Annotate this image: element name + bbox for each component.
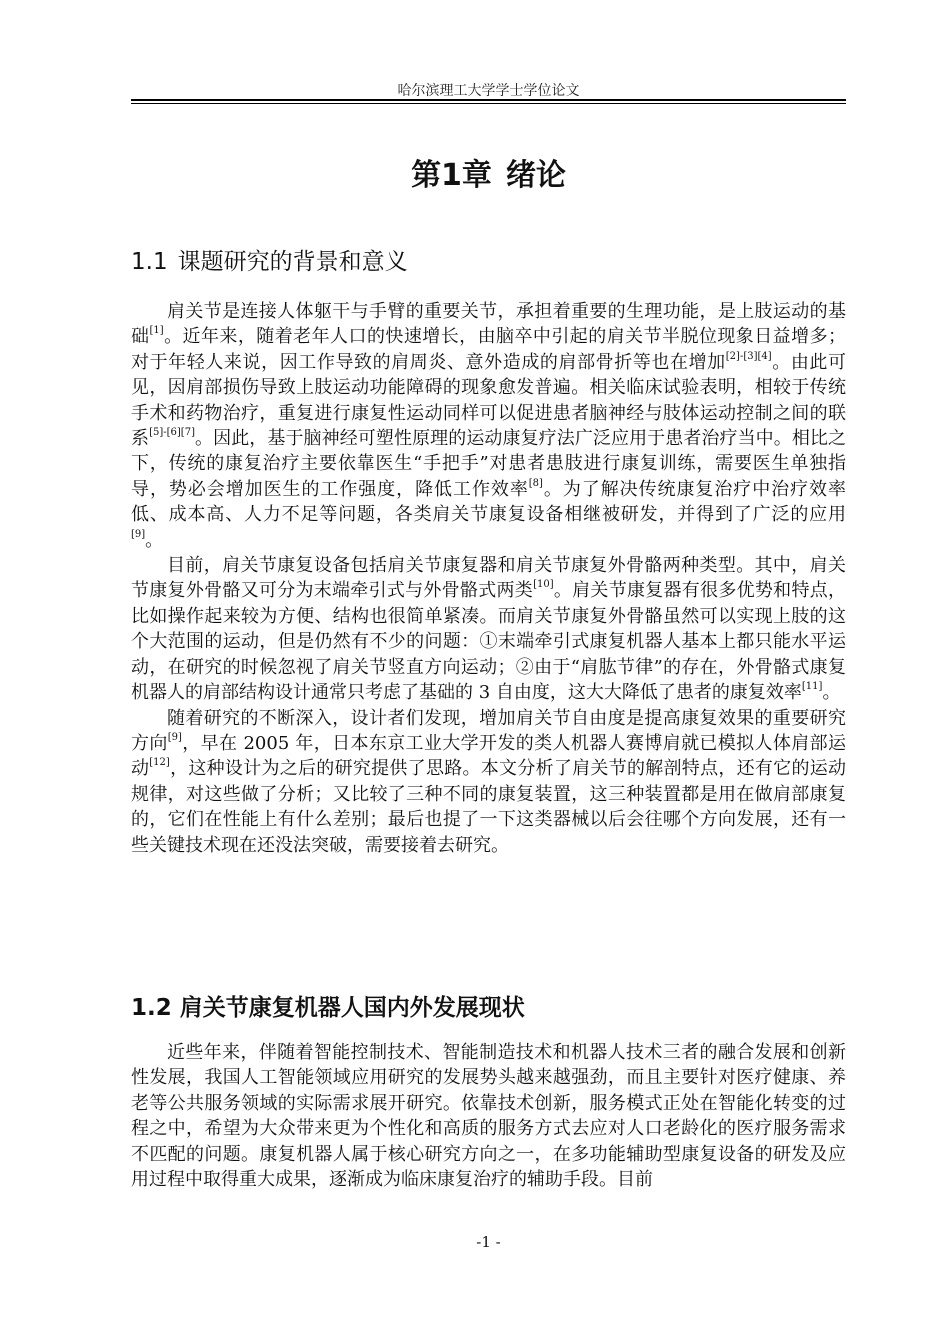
paragraph-text: 。由此可见，因肩部损伤导致上肢运动功能障碍的现象愈发普遍。相关临床试验表明，相较于传统手术和药物治疗，重复进行康复性运动同样可以促进患者脑神经与肢体运动控制之间的联系 (131, 351, 847, 450)
citation-ref: [12] (149, 757, 170, 769)
citation-ref: [1] (149, 325, 164, 337)
section-title: 课题研究的背景和意义 (177, 249, 408, 275)
section-1-2-body (131, 1040, 846, 1192)
page-number: -1 - (476, 1233, 501, 1251)
paragraph-text: 目前，肩关节康复设备包括肩关节康复器和肩关节康复外骨骼两种类型。其中，肩关节康复外骨骼又可分为末端牵引式与外骨骼式两类 (131, 555, 846, 602)
paragraph-text: 近些年来，伴随着智能控制技术、智能制造技术和机器人技术三者的融合发展和创新性发展，我国人工智能领域应用研究的发展势头越来越强劲，而且主要针对医疗健康、养老等公共服务领域的实际需求展开研究。依靠技术创新，服务模式正处在智能化转变的过程之中，希望为大众带来更为个性化和高质的服务方式去应对人口老龄化的医疗服务需求不匹配的问题。康复机器人属于核心研究方向之一，在多功能辅助型康复设备的研发及应用过程中取得重大成果，逐渐成为临床康复治疗的辅助手段。目前 (131, 1042, 846, 1191)
paragraph-text: 。肩关节康复器有很多优势和特点，比如操作起来较为方便、结构也很简单紧凑。而肩关节康复外骨骼虽然可以实现上肢的这个大范围的运动，但是仍然有不少的问题：①末端牵引式康复机器人基本上都只能水平运动，在研究的时候忽视了肩关节竖直方向运动；②由于“肩肱节律”的存在，外骨骼式康复机器人的肩部结构设计通常只考虑了基础的 3 自由度，这大大降低了患者的康复效率 (131, 580, 847, 704)
citation-ref: [5]-[6][7] (149, 427, 195, 439)
header-rule (131, 99, 846, 104)
section-1-1-body (131, 299, 846, 858)
paragraph (131, 1040, 846, 1192)
running-header: 哈尔滨理工大学学士学位论文 (397, 83, 580, 99)
paragraph-text: 。 (145, 529, 164, 551)
citation-ref: [2]-[3][4] (725, 350, 772, 362)
paragraph (131, 299, 846, 553)
paragraph-text: 。为了解决传统康复治疗中治疗效率低、成本高、人力不足等问题，各类肩关节康复设备相继被研发，并得到了广泛的应用 (131, 478, 846, 526)
chapter-number: 第1章 (411, 158, 492, 193)
paragraph (131, 553, 846, 705)
paragraph-text: 。因此，基于脑神经可塑性原理的运动康复疗法广泛应用于患者治疗当中。相比之下，传统的康复治疗主要依靠医生“手把手”对患者患肢进行康复训练，需要医生单独指导，势必会增加医生的工作强度，降低工作效率 (131, 428, 847, 500)
section-heading-1-2 (131, 989, 525, 1022)
section-title: 肩关节康复机器人国内外发展现状 (179, 995, 525, 1021)
paragraph-text: 随着研究的不断深入，设计者们发现，增加肩关节自由度是提高康复效果的重要研究方向 (131, 707, 846, 754)
paragraph-text: ，这种设计为之后的研究提供了思路。本文分析了肩关节的解剖特点，还有它的运动规律，对这些做了分析；又比较了三种不同的康复装置，这三种装置都是用在做肩部康复的，它们在性能上有什么差别；最后也提了一下这类器械以后会往哪个方向发展，还有一些关键技术现在还没法突破，需要接着去研究。 (131, 758, 847, 856)
chapter-title (131, 150, 846, 194)
chapter-name: 绪论 (505, 158, 566, 193)
section-heading-1-1 (131, 243, 408, 276)
paragraph-text: ，早在 2005 年，日本东京工业大学开发的类人机器人赛博肩就已模拟人体肩部运动 (131, 732, 846, 780)
paragraph-text: 。 (822, 682, 841, 704)
paragraph-text: 。近年来，随着老年人口的快速增长，由脑卒中引起的肩关节半脱位现象日益增多；对于年轻人来说，因工作导致的肩周炎、意外造成的肩部骨折等也在增加 (131, 326, 847, 373)
citation-ref: [10] (533, 579, 554, 591)
citation-ref: [8] (528, 477, 543, 489)
citation-ref: [9] (167, 731, 182, 743)
paragraph-text: 肩关节是连接人体躯干与手臂的重要关节，承担着重要的生理功能，是上肢运动的基础 (131, 301, 846, 348)
citation-ref: [11] (801, 681, 823, 693)
paragraph (131, 706, 846, 858)
section-number: 1.2 (131, 995, 172, 1021)
citation-ref: [9] (131, 528, 146, 540)
section-number: 1.1 (131, 249, 168, 275)
